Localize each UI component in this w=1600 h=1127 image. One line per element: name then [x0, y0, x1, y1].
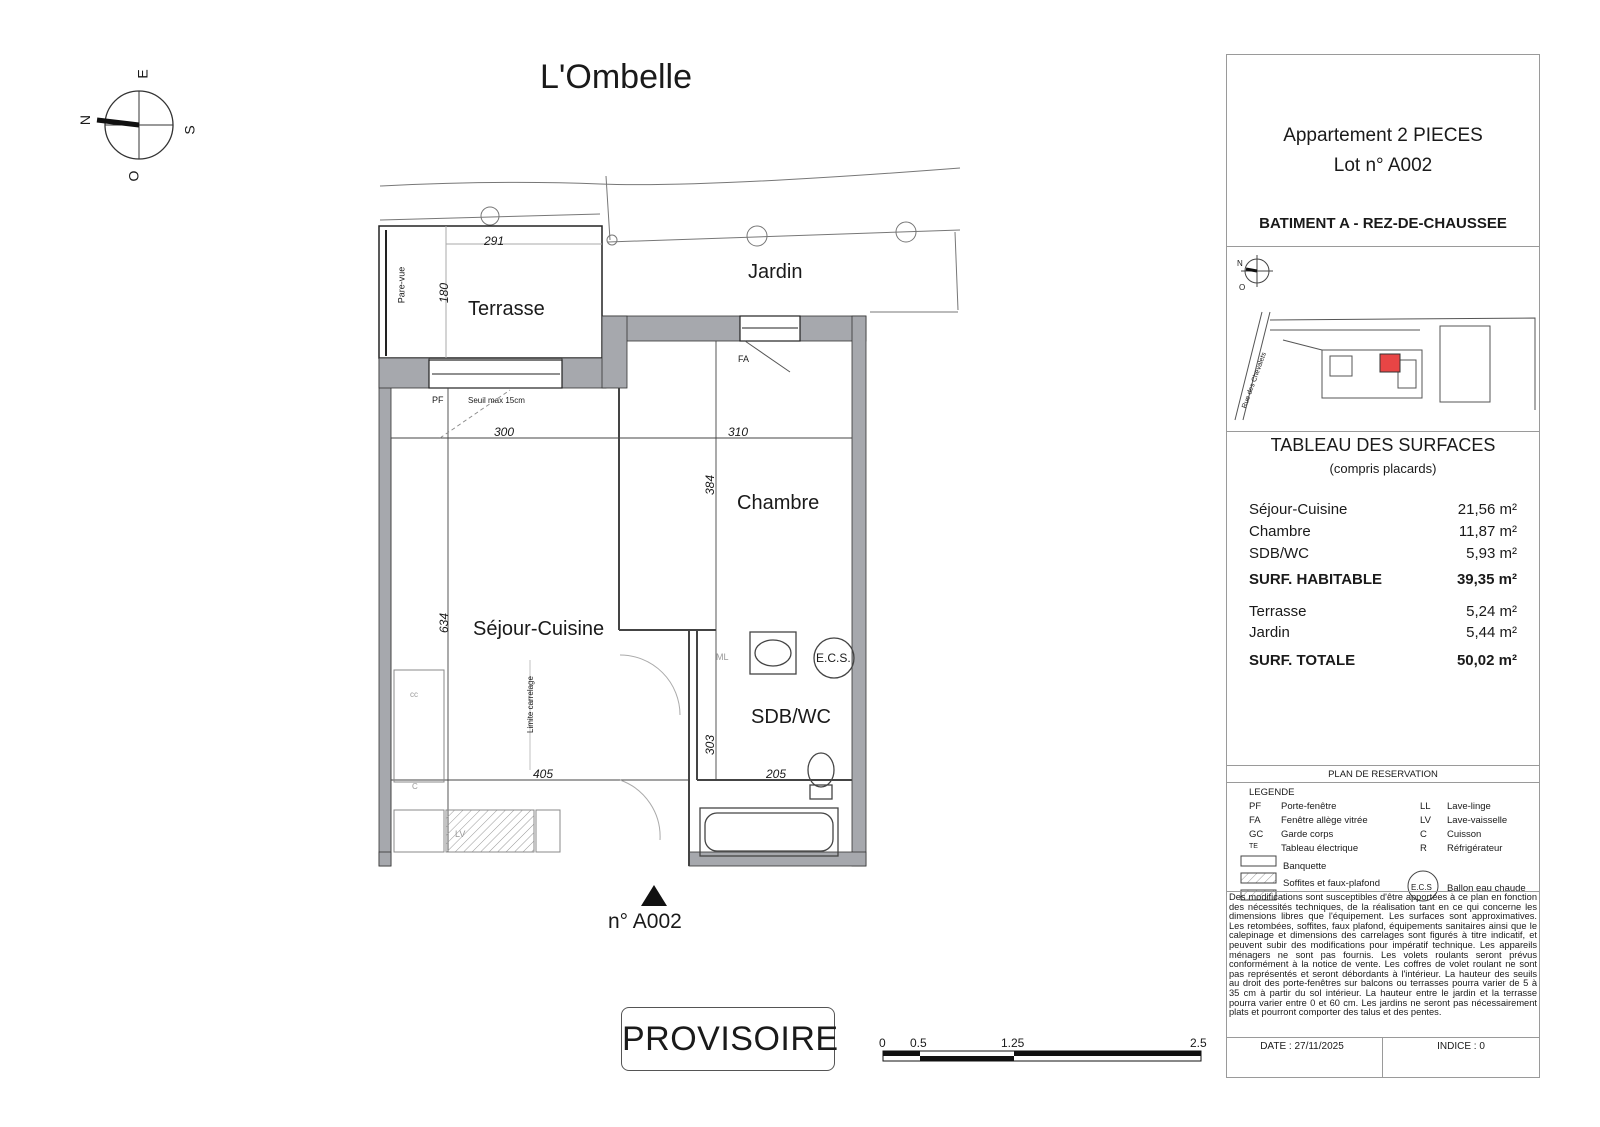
habitable-label: SURF. HABITABLE [1249, 571, 1383, 588]
plan-reservation: PLAN DE RESERVATION [1328, 769, 1438, 780]
legend-ecs-text: Ballon eau chaude [1447, 883, 1526, 894]
legend-code: TE [1249, 843, 1258, 850]
legend-code: GC [1249, 829, 1264, 840]
plan-indice: INDICE : 0 [1437, 1041, 1485, 1052]
surface-label: SDB/WC [1249, 545, 1309, 562]
surface-value: 21,56 m² [1457, 501, 1517, 518]
scale-tick-125: 1.25 [1001, 1036, 1025, 1050]
label-fa: FA [738, 354, 750, 364]
legend-text: Fenêtre allège vitrée [1281, 815, 1368, 826]
legend-text: Cuisson [1447, 829, 1482, 840]
legend-text: Porte-fenêtre [1281, 801, 1337, 812]
surface-label: Séjour-Cuisine [1249, 501, 1348, 518]
building-floor: BATIMENT A - REZ-DE-CHAUSSEE [1259, 215, 1507, 232]
minimap-n: N [1237, 259, 1243, 268]
disclaimer-notice: Des modifications sont susceptibles d'être apportées à ce plan en fonction des nécessités techniques, de la réalisation tant en ce qui concerne les dimensions libres que l'équipement. Les surfaces sont approximatives. Les retombées, soffites, faux plafond, équipements sanitaires ainsi que le calepinage et dimensions des carrelages sont figurés à titre indicatif, et peuvent subir des modifications pour impératif technique. Les appareils ménagers ne sont pas fournis. Les volets roulants seront prévus conformément à la notice de vente. Les coffres de volet roulant ne sont pas représentés et seront débordants à l'intérieur. La hauteur des seuils au droit des porte-fenêtres sur balcons ou terrasses pourra varier de 5 à 35 cm à partir du sol intérieur. La hauteur entre le jardin et la terrasse pourra varier entre 0 et 60 cm. Les jardins ne seront pas nécessairement plats et pourront comporter des talus et des pentes. [1229, 892, 1537, 1018]
legend-text: Tableau électrique [1281, 843, 1359, 854]
lot-marker-label: n° A002 [608, 910, 682, 933]
legend-code: LV [1420, 815, 1431, 826]
surfaces-title: TABLEAU DES SURFACES [1270, 435, 1496, 455]
total-label: SURF. TOTALE [1249, 652, 1356, 669]
dim-300: 300 [494, 425, 515, 439]
provisional-stamp: PROVISOIRE [621, 1007, 835, 1071]
surface-label: Chambre [1249, 523, 1311, 540]
info-panel [1226, 54, 1540, 1078]
label-limite-carrelage: Limite carrelage [525, 676, 535, 733]
label-cc: cc [410, 690, 418, 699]
label-pare-vue: Pare-vue [396, 266, 407, 304]
scale-tick-25: 2.5 [1190, 1036, 1207, 1050]
kitchen-units [394, 655, 680, 852]
compass-n: N [77, 114, 94, 126]
label-ecs: E.C.S. [816, 651, 851, 665]
scale-tick-0: 0 [879, 1036, 886, 1050]
compass-e: E [134, 69, 151, 79]
label-seuil: Seuil max 15cm [468, 396, 525, 405]
legend-code: C [1420, 829, 1427, 840]
apartment-type: Appartement 2 PIECES [1283, 125, 1483, 146]
compass-o: O [125, 170, 142, 182]
room-sejour-cuisine: Séjour-Cuisine [473, 618, 605, 640]
legend-hatch-text: Banquette [1283, 861, 1327, 872]
surface-value: 5,93 m² [1466, 545, 1517, 562]
dim-405: 405 [533, 767, 554, 781]
walls [379, 316, 866, 866]
room-terrasse: Terrasse [468, 298, 545, 320]
surfaces-subtitle: (compris placards) [1329, 461, 1437, 476]
surface-value: 11,87 m² [1458, 523, 1517, 540]
habitable-value: 39,35 m² [1456, 571, 1517, 588]
legend-title: LEGENDE [1249, 787, 1295, 798]
bathroom-fixtures [700, 632, 854, 856]
dim-205: 205 [766, 767, 787, 781]
room-chambre: Chambre [737, 492, 820, 514]
label-pf: PF [432, 395, 444, 405]
scale-bar [883, 1051, 1201, 1061]
dim-303: 303 [703, 734, 718, 756]
legend-text: Réfrigérateur [1447, 843, 1503, 854]
exterior-value: 5,44 m² [1466, 624, 1517, 641]
legend-code: R [1420, 843, 1427, 854]
lot-number: Lot n° A002 [1333, 155, 1433, 176]
partitions [619, 388, 852, 866]
label-lv: LV [455, 829, 466, 839]
legend-code: FA [1249, 815, 1261, 826]
legend-text: Lave-vaisselle [1447, 815, 1508, 826]
exterior-label: Terrasse [1249, 603, 1307, 620]
dim-310: 310 [728, 425, 749, 439]
legend-hatch-text: Soffites et faux-plafond [1283, 878, 1380, 889]
dim-634: 634 [437, 612, 452, 634]
scale-tick-05: 0.5 [910, 1036, 927, 1050]
plan-date: DATE : 27/11/2025 [1260, 1041, 1344, 1052]
legend-code: PF [1249, 801, 1262, 812]
total-value: 50,02 m² [1456, 652, 1517, 669]
compass-icon [97, 91, 173, 159]
compass-s: S [181, 125, 198, 135]
window-pf [429, 360, 562, 388]
legend-code: LL [1420, 801, 1431, 812]
legend-ecs-code: E.C.S [1411, 883, 1432, 892]
legend-text: Lave-linge [1447, 801, 1491, 812]
minimap-street: Rue des Chevalets [1241, 351, 1268, 410]
room-sdb-wc: SDB/WC [751, 706, 831, 728]
dim-291: 291 [484, 234, 505, 248]
dim-384: 384 [703, 474, 718, 496]
exterior-value: 5,24 m² [1466, 603, 1517, 620]
room-jardin: Jardin [748, 261, 803, 283]
label-ml: ML [716, 652, 729, 662]
page-title: L'Ombelle [540, 58, 693, 96]
minimap-o: O [1239, 283, 1246, 292]
legend-text: Garde corps [1281, 829, 1334, 840]
label-c: C [412, 782, 418, 791]
lot-arrow-icon [641, 885, 667, 906]
exterior-label: Jardin [1249, 624, 1290, 641]
dim-180: 180 [437, 282, 452, 304]
